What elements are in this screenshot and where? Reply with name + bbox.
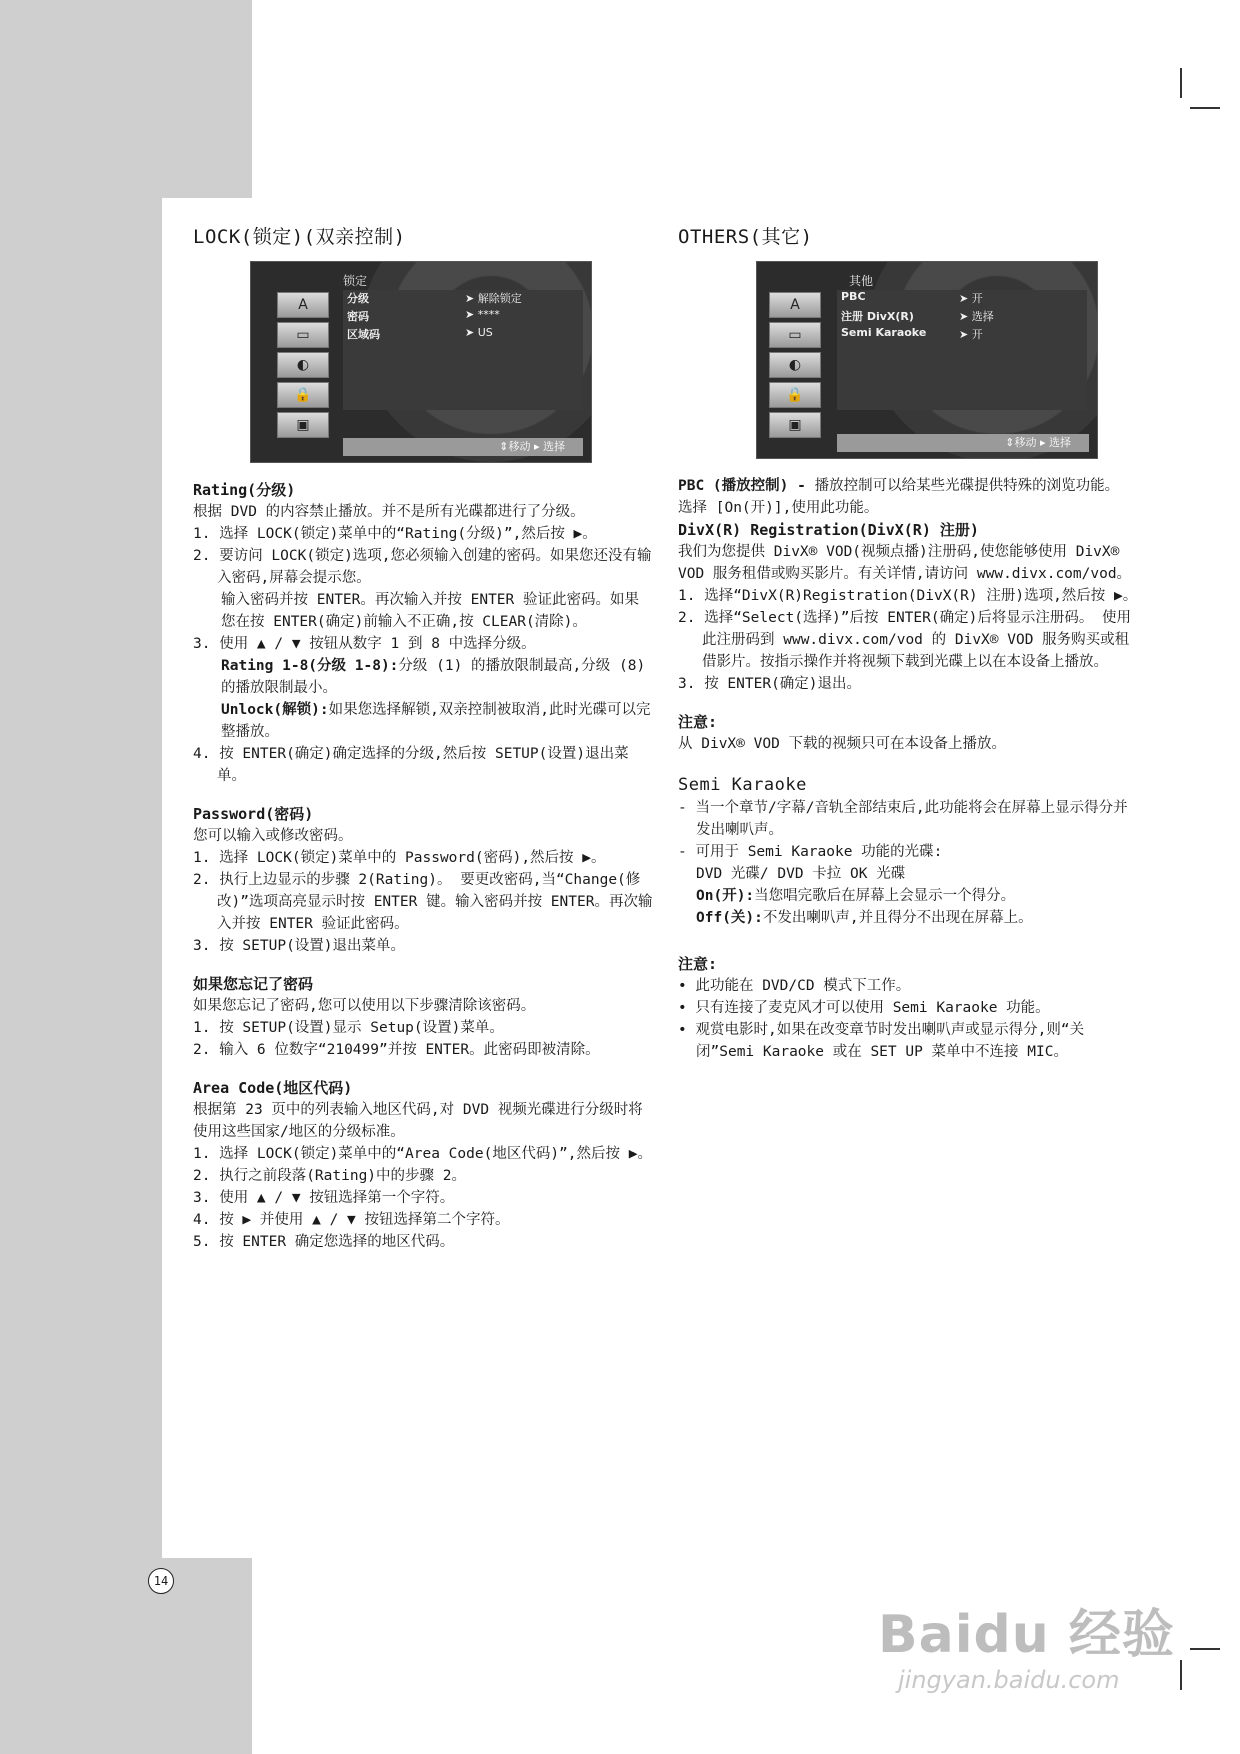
crop-mark bbox=[1180, 68, 1182, 98]
rating-step: 3. 使用 ▲ / ▼ 按钮从数字 1 到 8 中选择分级。 bbox=[193, 636, 536, 652]
lock-menu-screenshot bbox=[250, 261, 592, 463]
audio-icon: ◐ bbox=[769, 352, 821, 378]
karaoke-on: On(开):当您唱完歌后在屏幕上会显示一个得分。 bbox=[696, 888, 1016, 904]
area-heading: Area Code(地区代码) bbox=[193, 1079, 353, 1097]
gray-margin-left bbox=[0, 198, 162, 1558]
crop-mark bbox=[1180, 1660, 1182, 1690]
note-item: • 此功能在 DVD/CD 模式下工作。 bbox=[678, 978, 911, 994]
others-title: OTHERS(其它) bbox=[678, 226, 813, 248]
others-icon: ▣ bbox=[277, 412, 329, 438]
menu-rows bbox=[343, 290, 583, 410]
password-heading: Password(密码) bbox=[193, 805, 314, 823]
forgot-step: 1. 按 SETUP(设置)显示 Setup(设置)菜单。 bbox=[193, 1020, 504, 1036]
note-heading: 注意: bbox=[678, 955, 718, 973]
password-step: 2. 执行上边显示的步骤 2(Rating)。 要更改密码,当“Change(修改)”选项高亮显示时按 ENTER 键。输入密码并按 ENTER。再次输入并按 ENTER 验证此密码。 bbox=[193, 872, 653, 932]
note-item: • 只有连接了麦克风才可以使用 Semi Karaoke 功能。 bbox=[678, 1000, 1050, 1016]
others-column bbox=[678, 222, 1138, 1063]
divx-heading: DivX(R) Registration(DivX(R) 注册) bbox=[678, 521, 979, 539]
karaoke-item: - 当一个章节/字幕/音轨全部结束后,此功能将会在屏幕上显示得分并发出喇叭声。 bbox=[678, 800, 1128, 838]
password-paragraph: 您可以输入或修改密码。 bbox=[193, 828, 353, 844]
audio-icon: ◐ bbox=[277, 352, 329, 378]
gray-margin-bottom bbox=[0, 1558, 252, 1754]
lock-title: LOCK(锁定)(双亲控制) bbox=[193, 226, 406, 248]
baidu-watermark-logo: Baidu 经验 bbox=[878, 1605, 1175, 1665]
crop-mark bbox=[1190, 1648, 1220, 1650]
rating-step: 4. 按 ENTER(确定)确定选择的分级,然后按 SETUP(设置)退出菜单。 bbox=[193, 746, 629, 784]
note-heading: 注意: bbox=[678, 713, 718, 731]
area-paragraph: 根据第 23 页中的列表输入地区代码,对 DVD 视频光碟进行分级时将使用这些国家/地区的分级标准。 bbox=[193, 1102, 643, 1140]
gray-margin-top bbox=[0, 0, 252, 198]
rating-step: 1. 选择 LOCK(锁定)菜单中的“Rating(分级)”,然后按 ▶。 bbox=[193, 526, 597, 542]
page-number: 14 bbox=[148, 1568, 174, 1594]
rating-step-cont: 输入密码并按 ENTER。再次输入并按 ENTER 验证此密码。如果您在按 ENTER(确定)前输入不正确,按 CLEAR(清除)。 bbox=[221, 592, 639, 630]
language-icon: A bbox=[769, 292, 821, 318]
area-step: 5. 按 ENTER 确定您选择的地区代码。 bbox=[193, 1234, 455, 1250]
rating-18-note: Rating 1-8(分级 1-8):分级 (1) 的播放限制最高,分级 (8) 的播放限制最小。 bbox=[221, 658, 646, 696]
menu-title: 其他 bbox=[849, 274, 874, 288]
rating-heading: Rating(分级) bbox=[193, 481, 296, 499]
menu-footer: ⇕移动 ▸ 选择 bbox=[837, 434, 1089, 452]
menu-row: 注册 DivX(R) ➤ 选择 bbox=[841, 310, 994, 323]
menu-rows bbox=[837, 290, 1087, 410]
baidu-watermark-url: jingyan.baidu.com bbox=[898, 1666, 1120, 1694]
forgot-heading: 如果您忘记了密码 bbox=[193, 975, 314, 993]
area-step: 1. 选择 LOCK(锁定)菜单中的“Area Code(地区代码)”,然后按 ▶。 bbox=[193, 1146, 652, 1162]
others-menu-screenshot bbox=[756, 261, 1098, 459]
rating-paragraph: 根据 DVD 的内容禁止播放。并不是所有光碟都进行了分级。 bbox=[193, 504, 585, 520]
rating-step: 2. 要访问 LOCK(锁定)选项,您必须输入创建的密码。如果您还没有输入密码,屏幕会提示您。 bbox=[193, 548, 652, 586]
forgot-paragraph: 如果您忘记了密码,您可以使用以下步骤清除该密码。 bbox=[193, 998, 536, 1014]
divx-paragraph: 我们为您提供 DivX® VOD(视频点播)注册码,使您能够使用 DivX® VOD 服务租借或购买影片。有关详情,请访问 www.divx.com/vod。 bbox=[678, 544, 1132, 582]
menu-title: 锁定 bbox=[343, 274, 368, 288]
display-icon: ▭ bbox=[769, 322, 821, 348]
password-step: 3. 按 SETUP(设置)退出菜单。 bbox=[193, 938, 406, 954]
menu-footer: ⇕移动 ▸ 选择 bbox=[343, 438, 583, 456]
divx-step: 1. 选择“DivX(R)Registration(DivX(R) 注册)选项,然后按 ▶。 bbox=[678, 588, 1138, 604]
karaoke-off: Off(关):不发出喇叭声,并且得分不出现在屏幕上。 bbox=[696, 910, 1033, 926]
forgot-step: 2. 输入 6 位数字“210499”并按 ENTER。此密码即被清除。 bbox=[193, 1042, 600, 1058]
menu-icon-column bbox=[277, 292, 327, 442]
menu-row: 密码 ➤ **** bbox=[347, 308, 500, 323]
crop-mark bbox=[1190, 107, 1220, 109]
lock-icon: 🔒 bbox=[277, 382, 329, 408]
area-step: 3. 使用 ▲ / ▼ 按钮选择第一个字符。 bbox=[193, 1190, 455, 1206]
others-icon: ▣ bbox=[769, 412, 821, 438]
lock-icon: 🔒 bbox=[769, 382, 821, 408]
karaoke-item: - 可用于 Semi Karaoke 功能的光碟: bbox=[678, 844, 943, 860]
karaoke-heading: Semi Karaoke bbox=[678, 775, 807, 795]
menu-row: 分级 ➤ 解除锁定 bbox=[347, 292, 522, 305]
password-step: 1. 选择 LOCK(锁定)菜单中的 Password(密码),然后按 ▶。 bbox=[193, 850, 606, 866]
karaoke-discs: DVD 光碟/ DVD 卡拉 OK 光碟 bbox=[696, 866, 906, 882]
menu-icon-column bbox=[769, 292, 819, 442]
display-icon: ▭ bbox=[277, 322, 329, 348]
language-icon: A bbox=[277, 292, 329, 318]
unlock-note: Unlock(解锁):如果您选择解锁,双亲控制被取消,此时光碟可以完整播放。 bbox=[221, 702, 651, 740]
note-text: 从 DivX® VOD 下载的视频只可在本设备上播放。 bbox=[678, 736, 1007, 752]
note-item: • 观赏电影时,如果在改变章节时发出喇叭声或显示得分,则“关闭”Semi Karaoke 或在 SET UP 菜单中不连接 MIC。 bbox=[678, 1022, 1085, 1060]
divx-step: 2. 选择“Select(选择)”后按 ENTER(确定)后将显示注册码。 使用此注册码到 www.divx.com/vod 的 DivX® VOD 服务购买或租借影片。按指示操作并将视频下载到光碟上以在本设备上播放。 bbox=[678, 610, 1132, 670]
menu-row: Semi Karaoke ➤ 开 bbox=[841, 326, 983, 341]
divx-step: 3. 按 ENTER(确定)退出。 bbox=[678, 676, 862, 692]
area-step: 2. 执行之前段落(Rating)中的步骤 2。 bbox=[193, 1168, 466, 1184]
lock-column bbox=[193, 222, 653, 1253]
area-step: 4. 按 ▶ 并使用 ▲ / ▼ 按钮选择第二个字符。 bbox=[193, 1212, 510, 1228]
menu-row: 区域码 ➤ US bbox=[347, 326, 493, 341]
pbc-paragraph: PBC (播放控制) - 播放控制可以给某些光碟提供特殊的浏览功能。 选择 [On(开)],使用此功能。 bbox=[678, 478, 1120, 516]
menu-row: PBC ➤ 开 bbox=[841, 290, 983, 305]
